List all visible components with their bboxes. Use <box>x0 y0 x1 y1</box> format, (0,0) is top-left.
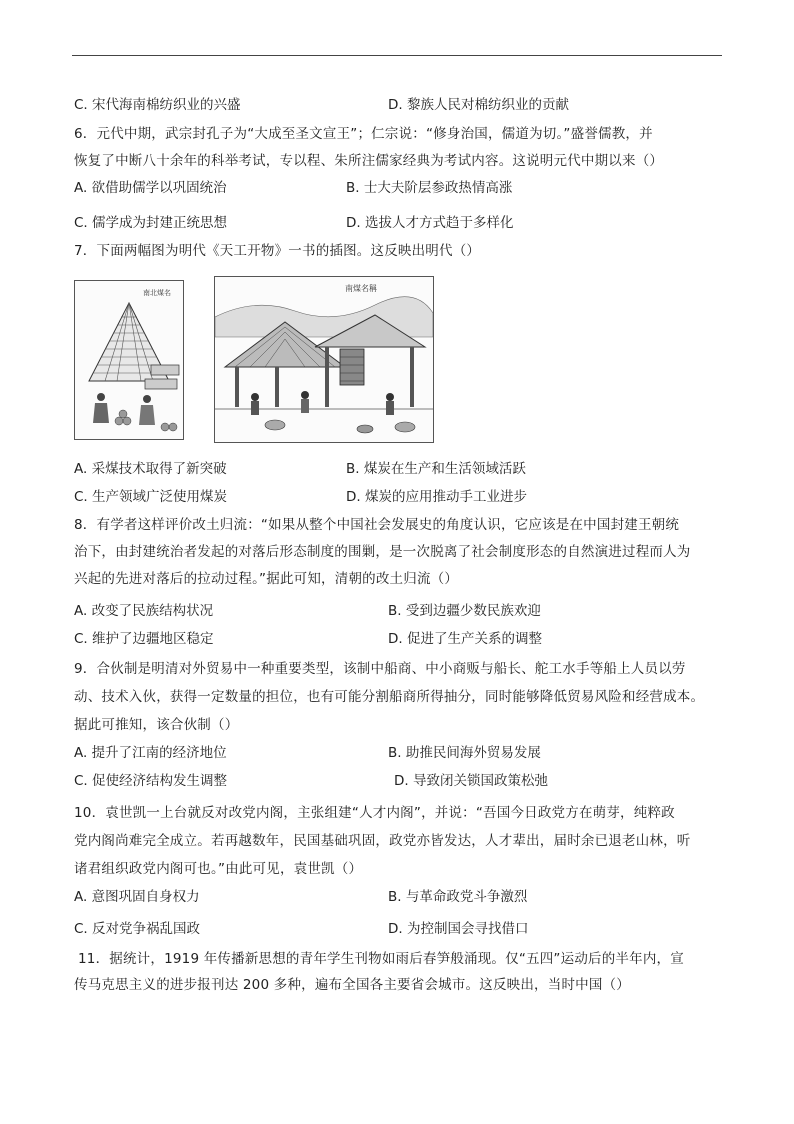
q9-option-d: D. 导致闭关锁国政策松弛 <box>394 773 548 789</box>
q8-stem-line3: 兴起的先进对落后的拉动过程。”据此可知，清朝的改土归流（） <box>74 571 459 587</box>
q8-option-c: C. 维护了边疆地区稳定 <box>74 631 214 647</box>
q10-stem-line3: 诸君组织政党内阁可也。”由此可见，袁世凯（） <box>74 861 363 877</box>
q8-option-d: D. 促进了生产关系的调整 <box>388 631 542 647</box>
q10-option-a: A. 意图巩固自身权力 <box>74 889 200 905</box>
q6-option-b: B. 士大夫阶层参政热情高涨 <box>346 180 513 196</box>
q10-option-c: C. 反对党争祸乱国政 <box>74 921 201 937</box>
q11-stem-line1: 11．据统计，1919 年传播新思想的青年学生刊物如雨后春笋般涌现。仅“五四”运动后的半年内，宣 <box>78 951 684 967</box>
q7-stem-line1: 7．下面两幅图为明代《天工开物》一书的插图。这反映出明代（） <box>74 243 481 259</box>
workshop-scene-illustration <box>214 276 434 443</box>
q10-option-d: D. 为控制国会寻找借口 <box>388 921 529 937</box>
q11-stem-line2: 传马克思主义的进步报刊达 200 多种，遍布全国各主要省会城市。这反映出，当时中国（） <box>74 977 630 993</box>
q10-option-b: B. 与革命政党斗争激烈 <box>388 889 528 905</box>
q6-option-a: A. 欲借助儒学以巩固统治 <box>74 180 227 196</box>
q9-option-a: A. 提升了江南的经济地位 <box>74 745 227 761</box>
q8-stem-line1: 8．有学者这样评价改土归流：“如果从整个中国社会发展史的角度认识，它应该是在中国封建王朝统 <box>74 517 680 533</box>
q9-option-c: C. 促使经济结构发生调整 <box>74 773 228 789</box>
q7-option-b: B. 煤炭在生产和生活领域活跃 <box>346 461 526 477</box>
q7-option-a: A. 采煤技术取得了新突破 <box>74 461 227 477</box>
right-figure-caption: 南煤名稱 <box>345 284 377 293</box>
q9-stem-line2: 动、技术入伙，获得一定数量的担位，也有可能分割船商所得抽分，同时能够降低贸易风险和经营成本。 <box>74 689 705 705</box>
q10-stem-line1: 10．袁世凯一上台就反对改党内阁，主张组建“人才内阁”，并说：“吾国今日政党方在萌芽，纯粹政 <box>74 805 675 821</box>
header-rule <box>72 55 722 56</box>
q6-stem-line2: 恢复了中断八十余年的科举考试，专以程、朱所注儒家经典为考试内容。这说明元代中期以来（） <box>74 153 664 169</box>
q6-stem-line1: 6．元代中期，武宗封孔子为“大成至圣文宣王”；仁宗说：“修身治国，儒道为切。”盛誉儒教，并 <box>74 126 653 142</box>
q9-stem-line1: 9．合伙制是明清对外贸易中一种重要类型，该制中船商、中小商贩与船长、舵工水手等船上人员以劳 <box>74 661 686 677</box>
q8-option-a: A. 改变了民族结构状况 <box>74 603 214 619</box>
q6-option-d: D. 选拔人才方式趋于多样化 <box>346 215 514 231</box>
q10-stem-line2: 党内阁尚难完全成立。若再越数年，民国基础巩固，政党亦皆发达，人才辈出，届时余已退老山林，听 <box>74 833 691 849</box>
q9-option-b: B. 助推民间海外贸易发展 <box>388 745 541 761</box>
coal-pile-illustration <box>74 280 184 440</box>
q7-option-c: C. 生产领域广泛使用煤炭 <box>74 489 228 505</box>
q7-option-d: D. 煤炭的应用推动手工业进步 <box>346 489 527 505</box>
q9-stem-line3: 据此可推知，该合伙制（） <box>74 717 239 733</box>
q8-stem-line2: 治下，由封建统治者发起的对落后形态制度的围剿，是一次脱离了社会制度形态的自然演进过程而人为 <box>74 544 691 560</box>
left-figure-caption: 南北煤名 <box>143 289 171 297</box>
q6-option-c: C. 儒学成为封建正统思想 <box>74 215 228 231</box>
q5-option-d: D. 黎族人民对棉纺织业的贡献 <box>388 97 569 113</box>
q5-option-c: C. 宋代海南棉纺织业的兴盛 <box>74 97 241 113</box>
q8-option-b: B. 受到边疆少数民族欢迎 <box>388 603 541 619</box>
